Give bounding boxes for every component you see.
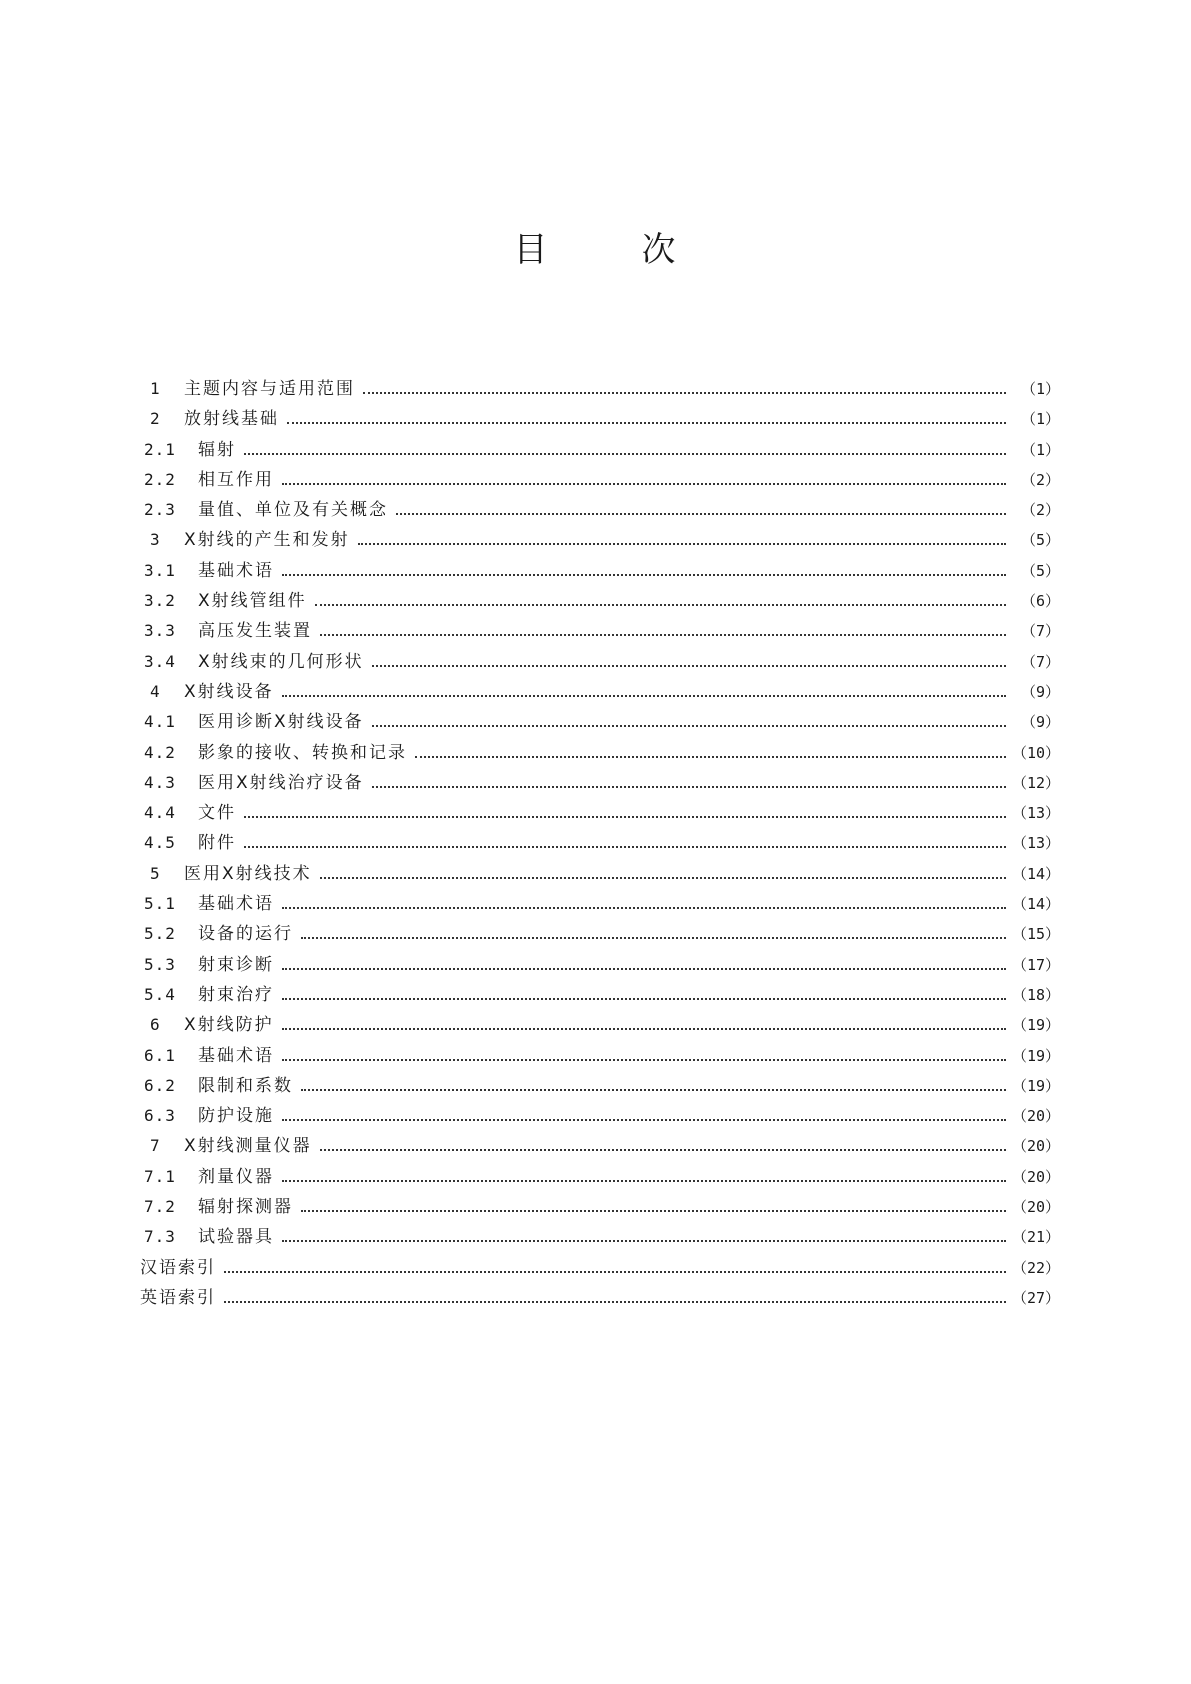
toc-entry-page: （19） bbox=[1012, 1076, 1061, 1095]
toc-entry-title: 主题内容与适用范围 bbox=[184, 379, 355, 399]
toc-entry[interactable] bbox=[140, 1253, 1060, 1283]
toc-entry-title: 试验器具 bbox=[198, 1227, 274, 1248]
toc-leader-dots bbox=[282, 968, 1006, 970]
toc-entry-page: （2） bbox=[1020, 470, 1060, 489]
toc-entry-number: 5.2 bbox=[144, 924, 176, 944]
toc-entry[interactable] bbox=[140, 1041, 1060, 1071]
toc-leader-dots bbox=[320, 1149, 1006, 1151]
toc-leader-dots bbox=[244, 846, 1006, 848]
toc-entry-page: （13） bbox=[1012, 834, 1061, 853]
toc-entry-title: 附件 bbox=[198, 833, 236, 854]
toc-entry[interactable] bbox=[140, 950, 1060, 980]
toc-entry-page: （21） bbox=[1012, 1228, 1061, 1247]
page-title bbox=[0, 222, 1191, 271]
toc-entry-title: 量值、单位及有关概念 bbox=[198, 500, 388, 521]
toc-leader-dots bbox=[301, 1089, 1006, 1091]
toc-leader-dots bbox=[282, 907, 1006, 909]
toc-leader-dots bbox=[282, 1240, 1006, 1242]
title-char-2: 次 bbox=[641, 230, 678, 270]
toc-entry[interactable] bbox=[140, 495, 1060, 525]
toc-entry[interactable] bbox=[140, 404, 1060, 434]
toc-entry-number: 7.1 bbox=[144, 1166, 176, 1186]
toc-leader-dots bbox=[244, 453, 1006, 455]
toc-entry-number: 5.4 bbox=[144, 984, 176, 1004]
toc-entry-number: 7 bbox=[150, 1136, 161, 1156]
toc-entry-title: 辐射探测器 bbox=[198, 1197, 293, 1218]
toc-entry-page: （15） bbox=[1012, 925, 1061, 944]
toc-entry-title: 高压发生装置 bbox=[198, 621, 312, 642]
toc-entry-page: （12） bbox=[1012, 773, 1061, 792]
toc-leader-dots bbox=[282, 695, 1006, 697]
toc-leader-dots bbox=[282, 574, 1006, 576]
toc-entry[interactable] bbox=[140, 1283, 1060, 1313]
toc-leader-dots bbox=[315, 604, 1006, 606]
toc-entry-number: 3 bbox=[150, 530, 161, 550]
toc-entry-number: 4.1 bbox=[144, 712, 176, 732]
toc-leader-dots bbox=[358, 543, 1006, 545]
toc-entry-number: 2.3 bbox=[144, 500, 176, 520]
toc-entry-page: （7） bbox=[1020, 652, 1060, 671]
toc-entry-title: X射线束的几何形状 bbox=[198, 651, 364, 672]
toc-entry-title: 影象的接收、转换和记录 bbox=[198, 742, 407, 763]
toc-entry-page: （2） bbox=[1020, 501, 1060, 520]
toc-entry-title: 限制和系数 bbox=[198, 1075, 293, 1096]
toc-entry-page: （19） bbox=[1012, 1046, 1061, 1065]
toc-entry-number: 3.1 bbox=[144, 560, 176, 580]
toc-entry-title: 基础术语 bbox=[198, 894, 274, 915]
toc-entry[interactable] bbox=[140, 465, 1060, 495]
toc-entry[interactable] bbox=[140, 374, 1060, 404]
toc-entry-number: 6.3 bbox=[144, 1106, 176, 1126]
toc-leader-dots bbox=[282, 483, 1006, 485]
toc-leader-dots bbox=[282, 998, 1006, 1000]
toc-entry-title: 英语索引 bbox=[140, 1287, 216, 1308]
toc-leader-dots bbox=[244, 816, 1006, 818]
toc-entry-title: 基础术语 bbox=[198, 1045, 274, 1066]
toc-entry-page: （18） bbox=[1012, 985, 1061, 1004]
toc-leader-dots bbox=[372, 786, 1006, 788]
toc-leader-dots bbox=[301, 937, 1006, 939]
toc-entry-number: 2.1 bbox=[144, 439, 176, 459]
toc-entry-page: （1） bbox=[1020, 410, 1060, 429]
toc-entry-title: 射束诊断 bbox=[198, 954, 274, 975]
toc-entry-page: （14） bbox=[1012, 895, 1061, 914]
toc-entry-page: （19） bbox=[1012, 1016, 1061, 1035]
toc-entry-title: 文件 bbox=[198, 803, 236, 824]
toc-entry-number: 4.3 bbox=[144, 772, 176, 792]
toc-entry-number: 4 bbox=[150, 681, 161, 701]
toc-entry-page: （1） bbox=[1020, 380, 1060, 398]
title-char-1: 目 bbox=[513, 230, 550, 270]
toc-entry[interactable] bbox=[140, 738, 1060, 768]
toc-entry-page: （7） bbox=[1020, 622, 1060, 641]
toc-entry-number: 4.5 bbox=[144, 833, 176, 853]
toc-leader-dots bbox=[224, 1271, 1006, 1273]
toc-leader-dots bbox=[372, 725, 1006, 727]
toc-entry[interactable] bbox=[140, 1071, 1060, 1101]
toc-entry[interactable] bbox=[140, 1222, 1060, 1252]
toc-entry-page: （17） bbox=[1012, 955, 1061, 974]
toc-entry-page: （10） bbox=[1012, 743, 1061, 762]
toc-entry-number: 5.3 bbox=[144, 954, 176, 974]
toc-leader-dots bbox=[282, 1119, 1006, 1121]
toc-entry-title: 辐射 bbox=[198, 439, 236, 460]
toc-entry[interactable] bbox=[140, 1192, 1060, 1222]
toc-entry[interactable] bbox=[140, 798, 1060, 828]
toc-entry-title: X射线测量仪器 bbox=[184, 1136, 312, 1157]
toc-entry[interactable] bbox=[140, 889, 1060, 919]
toc-entry-title: 放射线基础 bbox=[184, 409, 279, 430]
toc-entry-page: （1） bbox=[1020, 440, 1060, 459]
toc-entry[interactable] bbox=[140, 647, 1060, 677]
toc-entry[interactable] bbox=[140, 828, 1060, 858]
toc-entry-number: 6 bbox=[150, 1015, 161, 1035]
toc-entry-number: 3.4 bbox=[144, 651, 176, 671]
toc-leader-dots bbox=[363, 392, 1006, 394]
toc-entry-title: X射线防护 bbox=[184, 1015, 274, 1036]
toc-entry[interactable] bbox=[140, 677, 1060, 707]
toc-entry-page: （13） bbox=[1012, 804, 1061, 823]
toc-leader-dots bbox=[224, 1301, 1006, 1303]
toc-entry-number: 7.3 bbox=[144, 1227, 176, 1247]
toc-entry-number: 2.2 bbox=[144, 469, 176, 489]
toc-leader-dots bbox=[287, 422, 1006, 424]
toc-entry-title: 医用诊断X射线设备 bbox=[198, 712, 364, 733]
toc-entry-page: （14） bbox=[1012, 864, 1061, 883]
toc-entry-number: 5 bbox=[150, 863, 161, 883]
toc-entry[interactable] bbox=[140, 707, 1060, 737]
toc-leader-dots bbox=[415, 756, 1006, 758]
toc-entry-page: （5） bbox=[1020, 531, 1060, 550]
toc-entry[interactable] bbox=[140, 980, 1060, 1010]
toc-entry[interactable] bbox=[140, 1131, 1060, 1161]
toc-entry-title: 汉语索引 bbox=[140, 1257, 216, 1278]
toc-entry[interactable] bbox=[140, 616, 1060, 646]
toc-leader-dots bbox=[282, 1180, 1006, 1182]
toc-entry[interactable] bbox=[140, 1010, 1060, 1040]
toc-entry[interactable] bbox=[140, 525, 1060, 555]
toc-entry-page: （5） bbox=[1020, 561, 1060, 580]
toc-entry-number: 4.2 bbox=[144, 742, 176, 762]
toc-entry-title: 相互作用 bbox=[198, 469, 274, 490]
toc-entry[interactable] bbox=[140, 859, 1060, 889]
toc-entry-number: 6.1 bbox=[144, 1045, 176, 1065]
toc-entry[interactable] bbox=[140, 586, 1060, 616]
toc-leader-dots bbox=[372, 665, 1006, 667]
toc-entry-number: 4.4 bbox=[144, 803, 176, 823]
toc-entry-title: X射线管组件 bbox=[198, 591, 307, 612]
toc-leader-dots bbox=[396, 513, 1006, 515]
toc-entry-title: 基础术语 bbox=[198, 560, 274, 581]
toc-entry-number: 3.3 bbox=[144, 621, 176, 641]
toc-entry-title: X射线的产生和发射 bbox=[184, 530, 350, 551]
toc-entry-title: 防护设施 bbox=[198, 1106, 274, 1127]
toc-entry-page: （9） bbox=[1020, 682, 1060, 701]
toc-entry[interactable] bbox=[140, 1101, 1060, 1131]
toc-entry-title: 医用X射线技术 bbox=[184, 863, 312, 884]
toc-leader-dots bbox=[282, 1028, 1006, 1030]
toc-entry-page: （27） bbox=[1012, 1288, 1061, 1307]
toc-leader-dots bbox=[301, 1210, 1006, 1212]
toc-entry-number: 2 bbox=[150, 409, 161, 429]
toc-entry-title: X射线设备 bbox=[184, 681, 274, 702]
toc-leader-dots bbox=[320, 877, 1006, 879]
toc-entry-title: 医用X射线治疗设备 bbox=[198, 772, 364, 793]
toc-entry-page: （20） bbox=[1012, 1198, 1061, 1217]
toc-entry-title: 剂量仪器 bbox=[198, 1166, 274, 1187]
toc-entry[interactable] bbox=[140, 768, 1060, 798]
toc-leader-dots bbox=[282, 1059, 1006, 1061]
toc-entry[interactable] bbox=[140, 1162, 1060, 1192]
toc-entry-page: （9） bbox=[1020, 713, 1060, 732]
toc-entry[interactable] bbox=[140, 919, 1060, 949]
toc-entry-page: （6） bbox=[1020, 592, 1060, 611]
toc-entry-title: 射束治疗 bbox=[198, 984, 274, 1005]
toc-entry[interactable] bbox=[140, 435, 1060, 465]
toc-entry-title: 设备的运行 bbox=[198, 924, 293, 945]
toc-entry-number: 5.1 bbox=[144, 894, 176, 914]
toc-entry-page: （20） bbox=[1012, 1137, 1061, 1156]
toc-entry-number: 1 bbox=[150, 379, 161, 398]
toc-entry-page: （22） bbox=[1012, 1258, 1061, 1277]
toc-entry-page: （20） bbox=[1012, 1107, 1061, 1126]
toc-entry-number: 6.2 bbox=[144, 1075, 176, 1095]
toc-leader-dots bbox=[320, 634, 1006, 636]
toc-entry-page: （20） bbox=[1012, 1167, 1061, 1186]
toc-entry-number: 7.2 bbox=[144, 1197, 176, 1217]
table-of-contents bbox=[140, 374, 1060, 1313]
toc-entry[interactable] bbox=[140, 556, 1060, 586]
toc-entry-number: 3.2 bbox=[144, 591, 176, 611]
